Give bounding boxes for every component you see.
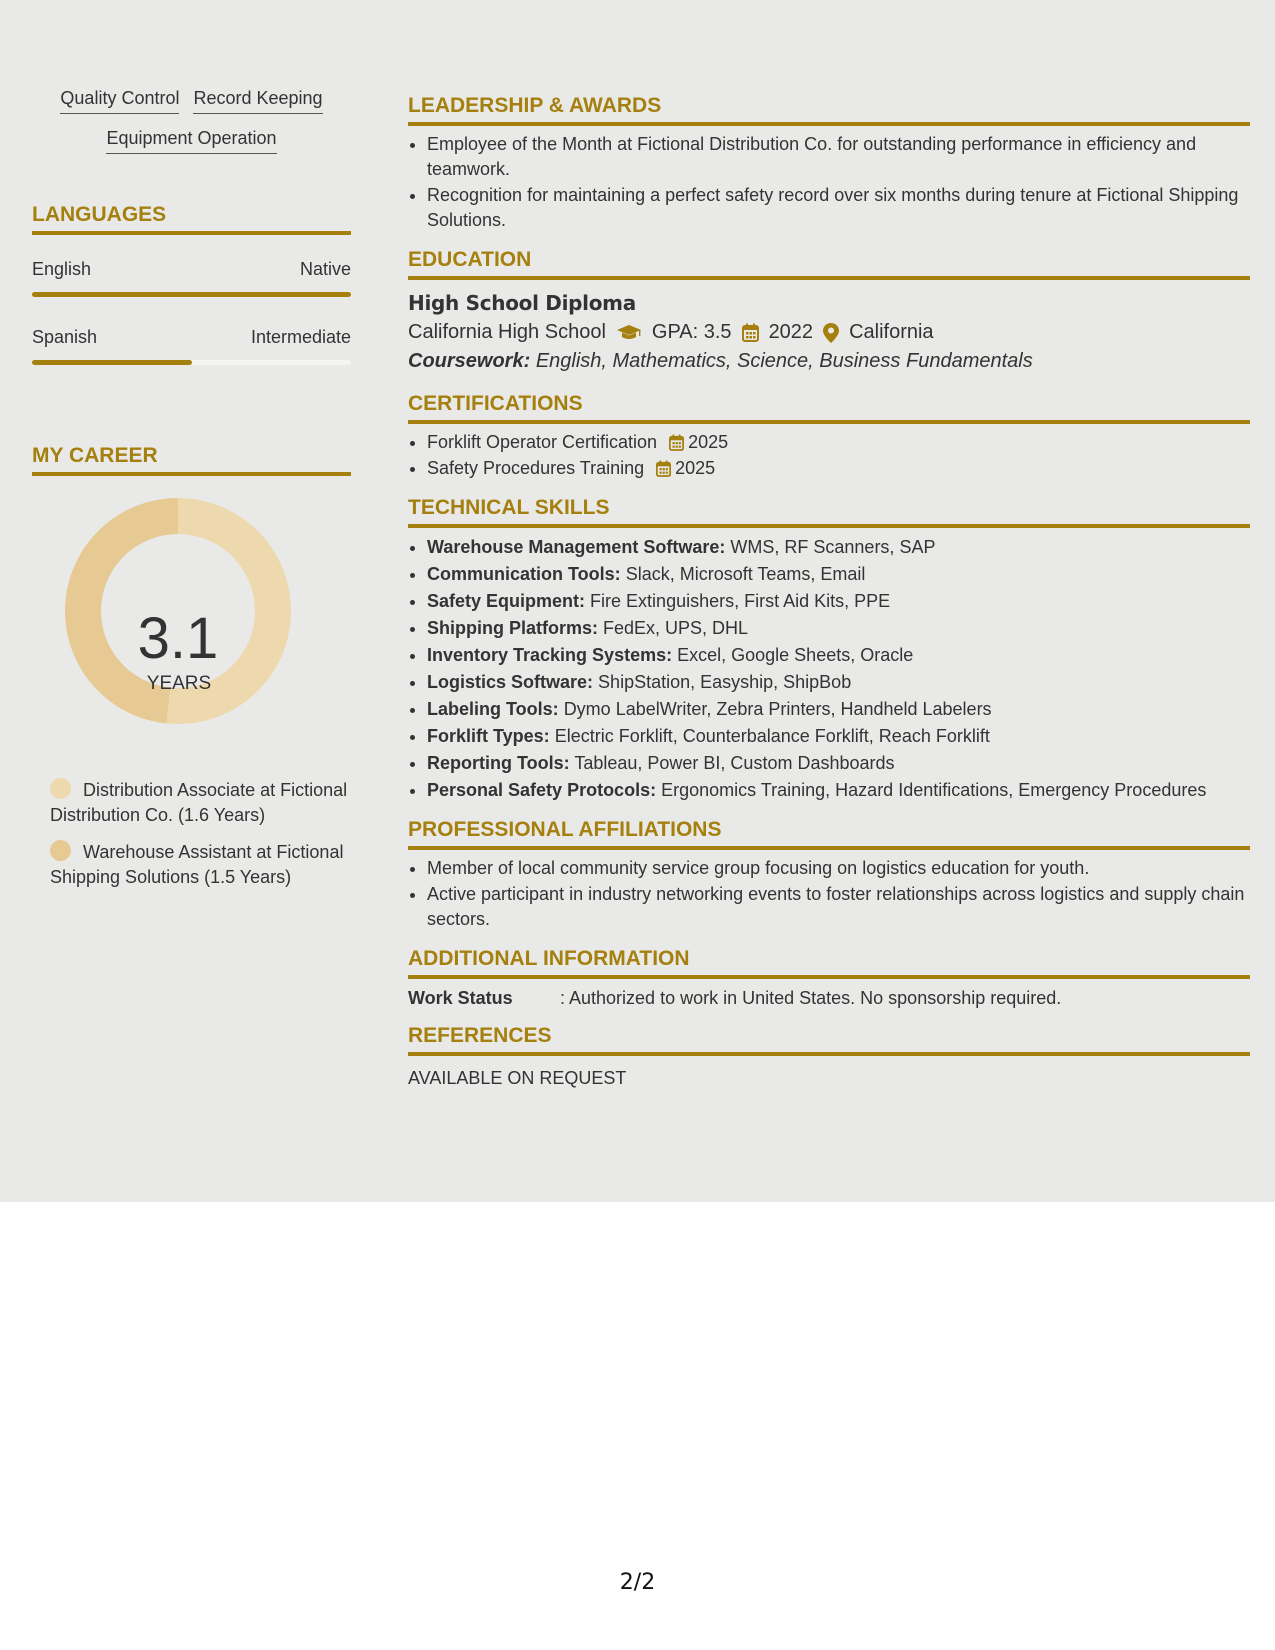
left-column <box>32 80 351 902</box>
technical-skills-list <box>408 534 1250 803</box>
list-item <box>427 642 1250 668</box>
affiliations-title: PROFESSIONAL AFFILIATIONS <box>408 817 1250 850</box>
skill-values: Dymo LabelWriter, Zebra Printers, Handheld Labelers <box>563 699 992 719</box>
calendar-icon <box>742 323 759 342</box>
skill-category: Safety Equipment: <box>427 591 586 611</box>
languages-section <box>32 202 351 365</box>
list-item: • Active participant in industry networking events to foster relationships across logistics and supply chain sectors. <box>427 882 1250 932</box>
language-bar-fill <box>32 292 351 297</box>
list-item: • Employee of the Month at Fictional Distribution Co. for outstanding performance in efficiency and teamwork. <box>427 132 1250 182</box>
right-column <box>408 93 1250 1103</box>
language-level: Native <box>299 259 351 279</box>
list-item <box>427 777 1250 803</box>
technical-skills-section <box>408 495 1250 803</box>
list-item <box>427 696 1250 722</box>
work-status-value: : Authorized to work in United States. No sponsorship required. <box>560 988 1062 1008</box>
language-row <box>32 327 351 348</box>
certifications-title: CERTIFICATIONS <box>408 391 1250 424</box>
education-section <box>408 247 1250 373</box>
skill-values: Fire Extinguishers, First Aid Kits, PPE <box>590 591 891 611</box>
career-section <box>32 443 351 890</box>
certifications-list <box>408 430 1250 481</box>
coursework-value: English, Mathematics, Science, Business Fundamentals <box>535 350 1033 372</box>
career-title: MY CAREER <box>32 443 351 476</box>
skill-values: Ergonomics Training, Hazard Identifications, Emergency Procedures <box>661 780 1207 800</box>
additional-info-section <box>408 946 1250 1009</box>
legend-dot <box>50 778 71 799</box>
coursework-label: Coursework: <box>408 350 531 372</box>
skill-category: Forklift Types: <box>427 726 550 746</box>
additional-info-title: ADDITIONAL INFORMATION <box>408 946 1250 979</box>
list-item <box>427 750 1250 776</box>
languages-title: LANGUAGES <box>32 202 351 235</box>
language-bar-fill <box>32 360 192 365</box>
skill-category: Inventory Tracking Systems: <box>427 645 673 665</box>
skill-tag: Quality Control <box>60 88 179 114</box>
language-bar <box>32 292 351 297</box>
list-item: • Member of local community service group focusing on logistics education for youth. <box>427 856 1250 881</box>
coursework <box>408 350 1250 373</box>
graduation-cap-icon <box>616 324 642 342</box>
list-item <box>427 430 1250 455</box>
language-name: English <box>32 259 92 279</box>
list-item: • Recognition for maintaining a perfect safety record over six months during tenure at Fictional Shipping Solutions. <box>427 183 1250 233</box>
leadership-title: LEADERSHIP & AWARDS <box>408 93 1250 126</box>
skill-category: Personal Safety Protocols: <box>427 780 657 800</box>
degree: High School Diploma <box>408 291 636 315</box>
list-item <box>427 561 1250 587</box>
skill-values: WMS, RF Scanners, SAP <box>730 537 936 557</box>
affiliations-section <box>408 817 1250 932</box>
location-pin-icon <box>823 323 839 343</box>
certifications-section <box>408 391 1250 481</box>
skill-values: ShipStation, Easyship, ShipBob <box>598 672 852 692</box>
list-item <box>427 588 1250 614</box>
gpa: GPA: 3.5 <box>651 321 732 343</box>
skill-values: FedEx, UPS, DHL <box>603 618 749 638</box>
skill-values: Excel, Google Sheets, Oracle <box>677 645 914 665</box>
certification-name: • Forklift Operator Certification <box>427 432 658 452</box>
career-unit: YEARS <box>146 673 212 694</box>
career-donut-chart <box>32 494 351 744</box>
education-details <box>408 321 1250 344</box>
list-item <box>427 456 1250 481</box>
career-legend <box>32 778 351 890</box>
education-title: EDUCATION <box>408 247 1250 280</box>
skill-category: Labeling Tools: <box>427 699 559 719</box>
career-total: 3.1 <box>137 606 219 671</box>
page-number: 2/2 <box>619 1570 656 1595</box>
leadership-list <box>408 132 1250 233</box>
language-level: Intermediate <box>250 327 351 347</box>
references-text: AVAILABLE ON REQUEST <box>408 1068 627 1088</box>
graduation-year: 2022 <box>768 321 814 343</box>
certification-year: 2025 <box>688 432 729 452</box>
skill-category: Warehouse Management Software: <box>427 537 726 557</box>
calendar-icon <box>669 434 684 451</box>
legend-item <box>50 778 351 828</box>
technical-skills-title: TECHNICAL SKILLS <box>408 495 1250 528</box>
language-row <box>32 259 351 280</box>
skill-tag: Equipment Operation <box>106 128 276 154</box>
skill-values: Slack, Microsoft Teams, Email <box>625 564 866 584</box>
skill-tag: Record Keeping <box>193 88 322 114</box>
leadership-section <box>408 93 1250 233</box>
certification-name: • Safety Procedures Training <box>427 458 645 478</box>
skill-values: Tableau, Power BI, Custom Dashboards <box>574 753 895 773</box>
list-item <box>427 615 1250 641</box>
references-title: REFERENCES <box>408 1023 1250 1056</box>
skill-category: Shipping Platforms: <box>427 618 598 638</box>
list-item <box>427 534 1250 560</box>
school-name: California High School <box>408 321 606 343</box>
certification-year: 2025 <box>675 458 716 478</box>
list-item <box>427 723 1250 749</box>
skill-category: Logistics Software: <box>427 672 594 692</box>
legend-label: Warehouse Assistant at Fictional Shipping Solutions (1.5 Years) <box>50 842 344 887</box>
language-bar <box>32 360 351 365</box>
work-status-row <box>408 988 1250 1009</box>
work-status-label: Work Status <box>408 988 513 1008</box>
legend-item <box>50 840 351 890</box>
list-item <box>427 669 1250 695</box>
school-location: California <box>849 321 934 343</box>
legend-label: Distribution Associate at Fictional Distribution Co. (1.6 Years) <box>50 780 348 825</box>
legend-dot <box>50 840 71 861</box>
skill-category: Communication Tools: <box>427 564 621 584</box>
affiliations-list <box>408 856 1250 932</box>
references-section <box>408 1023 1250 1089</box>
language-name: Spanish <box>32 327 98 347</box>
skill-category: Reporting Tools: <box>427 753 570 773</box>
skill-values: Electric Forklift, Counterbalance Forklift, Reach Forklift <box>554 726 990 746</box>
calendar-icon <box>656 460 671 477</box>
skill-tags <box>32 80 351 160</box>
